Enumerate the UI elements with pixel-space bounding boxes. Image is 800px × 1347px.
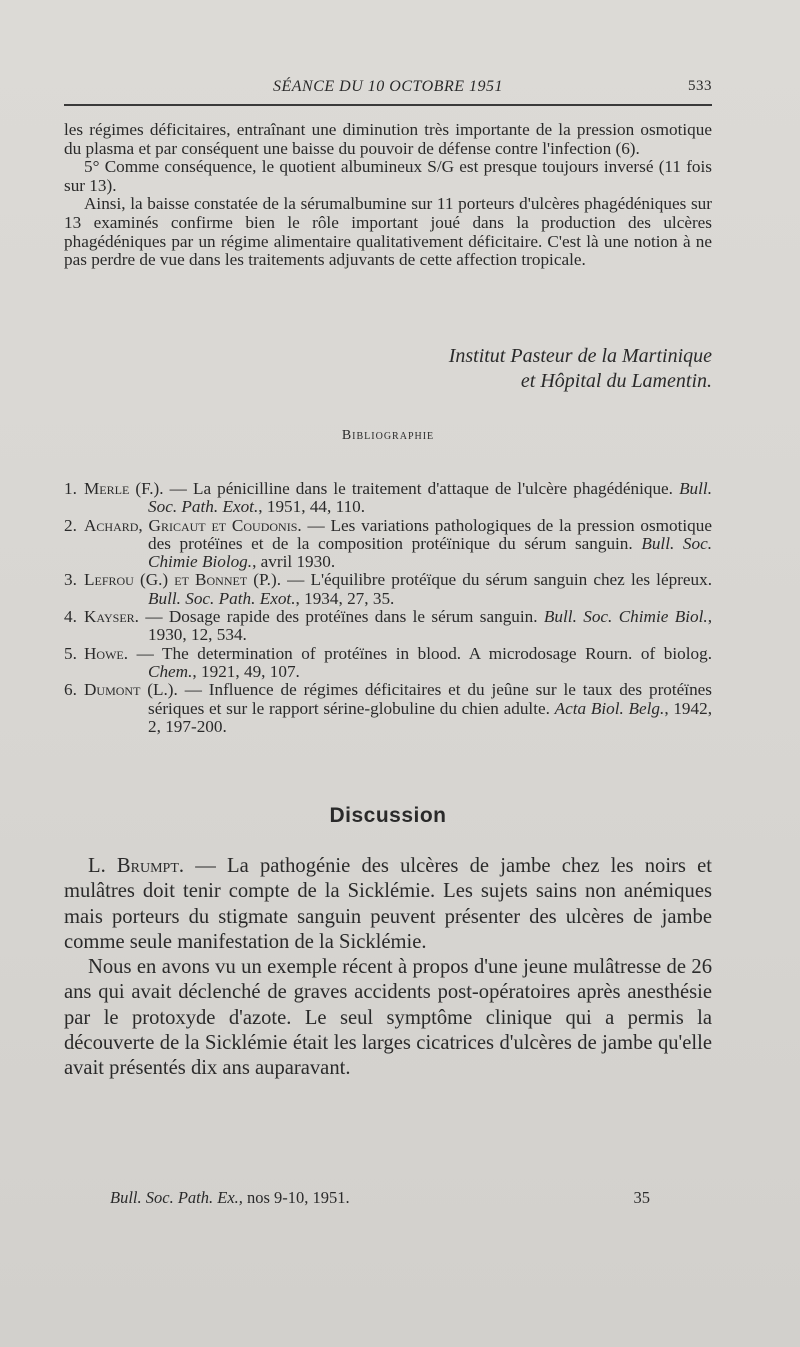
reference-author: Lefrou (G.) et Bonnet (P.). xyxy=(84,570,281,590)
reference-journal: Acta Biol. Belg. xyxy=(554,698,665,718)
discussion-paragraph xyxy=(64,854,712,955)
intro-paragraph: 5° Comme conséquence, le quotient albumineux S/G est presque toujours inversé (11 fois sur 13). xyxy=(64,157,712,195)
reference-text: — La pénicilline dans le traitement d'attaque de l'ulcère phagédénique. xyxy=(163,479,680,498)
discussion-text: — La pathogénie des ulcères de jambe chez les noirs et mulâtres doit tenir compte de la Sicklémie. Les sujets sains non anémiques mais porteurs du stigmate sanguin peuvent présenter des ulcères de jambe comme seule manifestation de la Sicklémie. xyxy=(64,855,712,953)
reference-details: , 1942, 2, 197-200. xyxy=(148,698,713,736)
intro-paragraph: Ainsi, la baisse constatée de la sérumalbumine sur 11 porteurs d'ulcères phagédéniques sur 13 examinés confirme bien le rôle important joué dans la production des ulcères phagédéniques par un régime alimentaire qualitativement déficitaire. C'est là une notion à ne pas perdre de vue dans les traitements adjuvants de cette affection tropicale. xyxy=(64,194,712,270)
header-title: SÉANCE DU 10 OCTOBRE 1951 xyxy=(273,78,503,95)
reference-item xyxy=(64,645,712,682)
reference-details: , 1951, 44, 110. xyxy=(258,497,366,517)
reference-text: — Les variations pathologiques de la pression osmotique des protéïnes et de la composition protéïnique du sérum sanguin. xyxy=(148,515,712,553)
discussion-paragraph: Nous en avons vu un exemple récent à propos d'une jeune mulâtresse de 26 ans qui avait déclenché de graves accidents post-opératoires après anesthésie par le protoxyde d'azote. Le seul symptôme clinique qui a permis la découverte de la Sicklémie était les larges cicatrices d'ulcères de jambe qu'elle avait présentés dix ans auparavant. xyxy=(64,956,712,1080)
running-header xyxy=(64,76,712,100)
reference-author: Kayser. xyxy=(84,607,139,627)
reference-details: , avril 1930. xyxy=(252,552,336,572)
intro-paragraph: les régimes déficitaires, entraînant une diminution très importante de la pression osmotique du plasma et par conséquent une baisse du pouvoir de défense contre l'infection (6). xyxy=(64,120,712,158)
reference-journal: Bull. Soc. Chimie Biol. xyxy=(543,607,708,627)
speaker-name: L. Brumpt. xyxy=(88,855,185,877)
reference-details: , 1921, 49, 107. xyxy=(192,661,300,681)
page-footer xyxy=(110,1188,650,1212)
reference-details: , 1934, 27, 35. xyxy=(295,588,395,608)
intro-section xyxy=(64,121,712,270)
reference-text: — The determination of protéïnes in blood. A microdosage Rourn. of biolog. xyxy=(128,643,712,663)
reference-text: — L'équilibre protéïque du sérum sanguin chez les lépreux. xyxy=(281,570,712,590)
discussion-section xyxy=(64,854,712,1082)
affiliation-line: et Hôpital du Lamentin. xyxy=(520,370,712,392)
footer-journal: Bull. Soc. Path. Ex., xyxy=(110,1188,243,1207)
header-rule xyxy=(64,104,712,106)
reference-journal: Chem. xyxy=(148,661,193,681)
reference-item xyxy=(64,571,712,608)
reference-number: 4. xyxy=(64,607,77,627)
footer-issue: nos 9-10, 1951. xyxy=(247,1188,350,1207)
reference-number: 1. xyxy=(64,479,77,498)
reference-number: 2. xyxy=(64,515,77,535)
reference-item xyxy=(64,517,712,572)
reference-author: Merle (F.). xyxy=(84,479,164,498)
reference-item xyxy=(64,681,712,736)
reference-journal: Bull. Soc. Chimie Biolog. xyxy=(148,533,712,572)
reference-item xyxy=(64,480,712,517)
reference-author: Howe. xyxy=(84,643,129,663)
page-number: 533 xyxy=(688,78,712,94)
affiliation-line: Institut Pasteur de la Martinique xyxy=(448,345,712,367)
reference-text: — Dosage rapide des protéïnes dans le sérum sanguin. xyxy=(138,607,544,627)
footer-number: 35 xyxy=(633,1188,650,1207)
reference-number: 3. xyxy=(64,570,77,590)
reference-journal: Bull. Soc. Path. Exot. xyxy=(148,479,713,517)
reference-item xyxy=(64,608,712,645)
footer-citation xyxy=(110,1188,350,1208)
reference-text: — Influence de régimes déficitaires et du jeûne sur le taux des protéïnes sériques et sur le rapport sérine-globuline du chien adulte. xyxy=(148,680,712,718)
bibliography-heading: Bibliographie xyxy=(341,428,435,443)
reference-author: Achard, Gricaut et Coudonis. xyxy=(84,515,302,535)
reference-list xyxy=(64,480,712,736)
affiliation xyxy=(300,344,712,394)
reference-details: , 1930, 12, 534. xyxy=(148,607,712,645)
reference-number: 5. xyxy=(64,643,77,663)
reference-author: Dumont (L.). xyxy=(84,680,178,700)
reference-journal: Bull. Soc. Path. Exot. xyxy=(148,588,296,608)
reference-number: 6. xyxy=(64,680,77,700)
discussion-heading: Discussion xyxy=(329,804,447,827)
